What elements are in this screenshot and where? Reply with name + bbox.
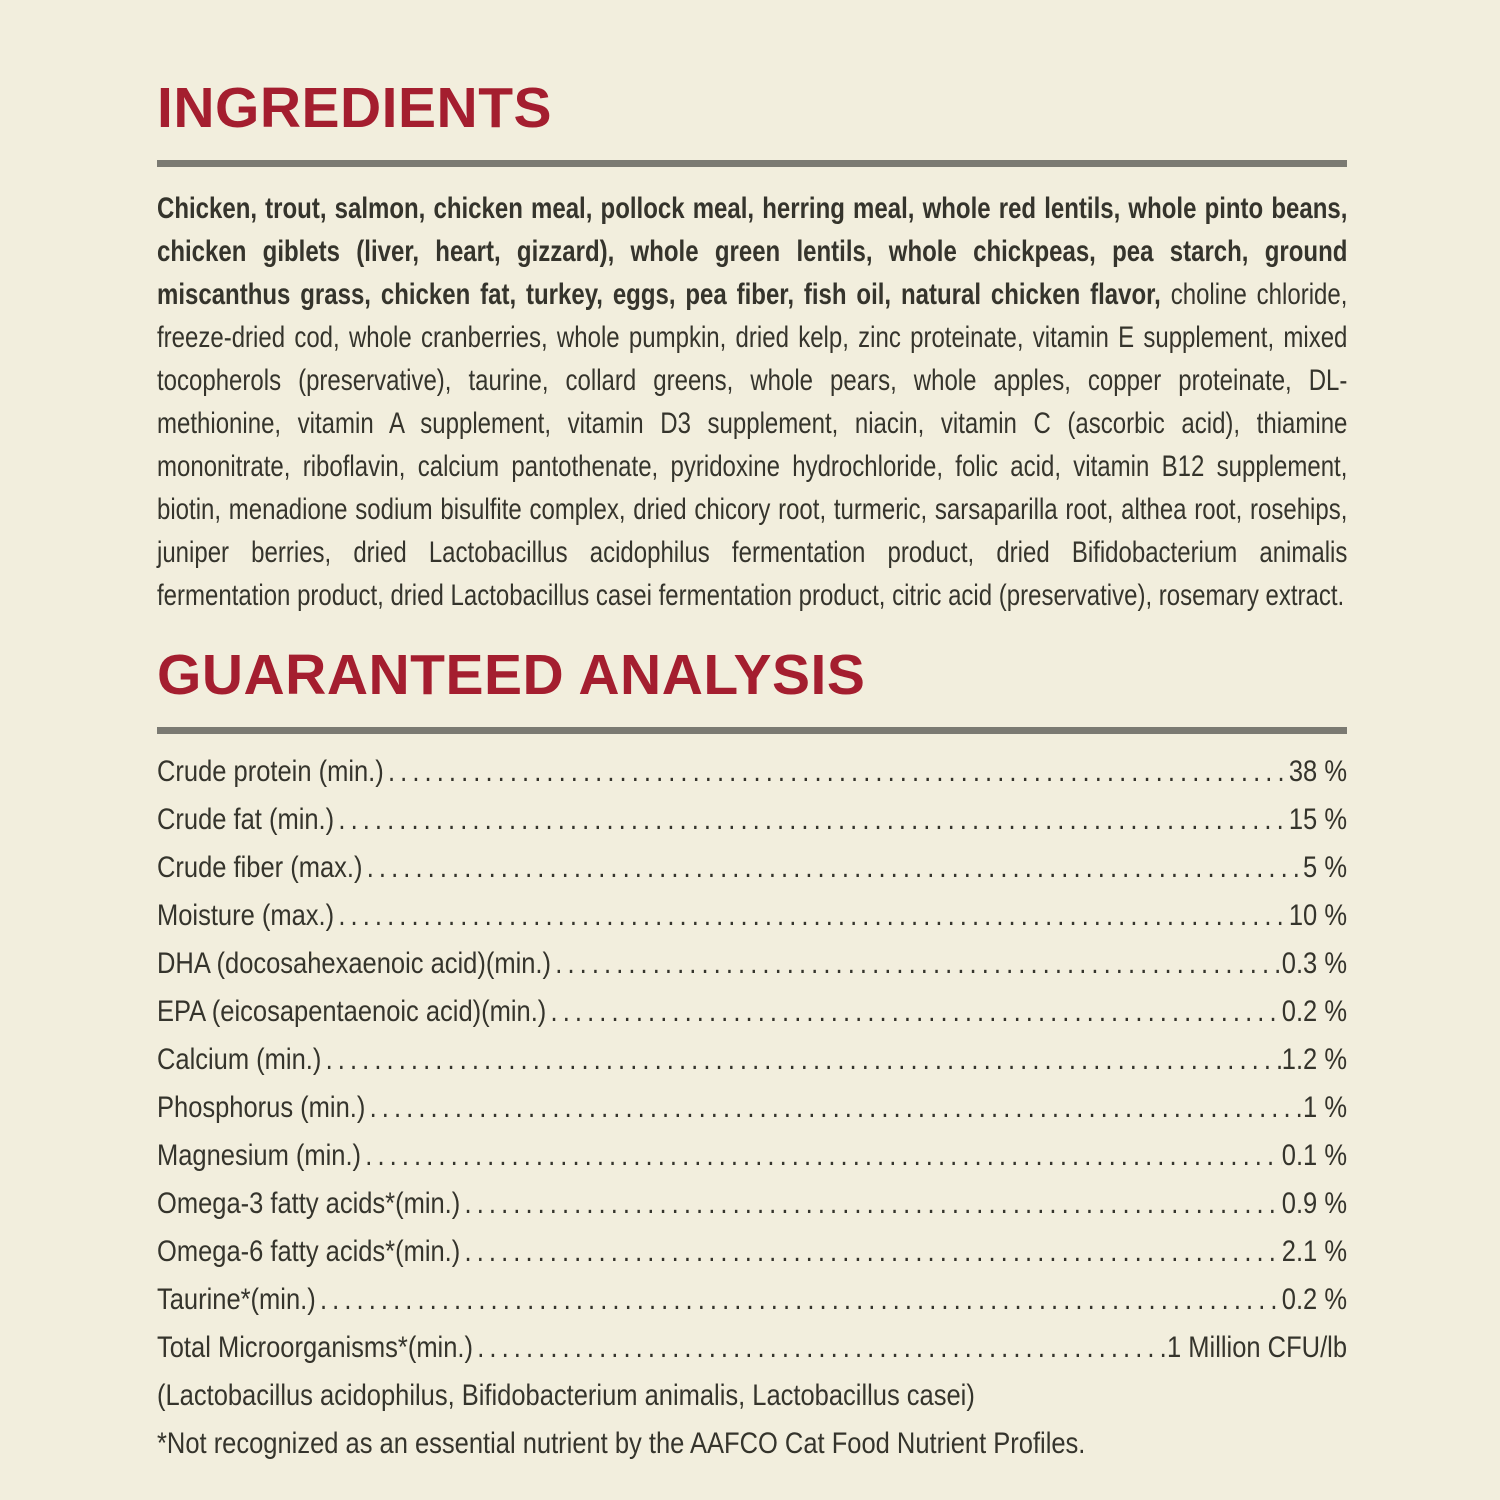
dotted-leader: [473, 1324, 1167, 1372]
guaranteed-analysis-section: [157, 748, 1347, 1468]
ingredients-paragraph: [157, 187, 1347, 617]
analysis-row-label: Total Microorganisms*(min.): [157, 1331, 473, 1364]
analysis-row: [157, 748, 1347, 796]
analysis-row-label: Taurine*(min.): [157, 1283, 316, 1316]
guaranteed-analysis-divider: [157, 727, 1347, 734]
analysis-row-value: 0.2 %: [1281, 1283, 1347, 1316]
analysis-row-value: 38 %: [1288, 755, 1347, 788]
analysis-row-value: 15 %: [1288, 803, 1347, 836]
dotted-leader: [365, 1084, 1303, 1132]
analysis-row: [157, 892, 1347, 940]
analysis-row: [157, 1180, 1347, 1228]
dotted-leader: [361, 1132, 1282, 1180]
analysis-row-label: Moisture (max.): [157, 899, 335, 932]
analysis-row-value: 0.1 %: [1281, 1139, 1347, 1172]
dotted-leader: [384, 748, 1289, 796]
analysis-row-label: Omega-6 fatty acids*(min.): [157, 1235, 461, 1268]
analysis-row: [157, 1084, 1347, 1132]
ingredients-divider: [157, 160, 1347, 167]
analysis-row-label: Omega-3 fatty acids*(min.): [157, 1187, 461, 1220]
dotted-leader: [316, 1276, 1282, 1324]
analysis-row-label: DHA (docosahexaenoic acid)(min.): [157, 947, 552, 980]
analysis-row-value: 0.3 %: [1281, 947, 1347, 980]
aafco-footnote: *Not recognized as an essential nutrient by the AAFCO Cat Food Nutrient Profiles.: [157, 1427, 1086, 1460]
analysis-row-label: Crude fat (min.): [157, 803, 335, 836]
guaranteed-analysis-table: [157, 748, 1347, 1372]
guaranteed-analysis-heading: GUARANTEED ANALYSIS: [157, 643, 866, 707]
analysis-row: [157, 844, 1347, 892]
analysis-row-value: 1 Million CFU/lb: [1167, 1331, 1347, 1364]
dotted-leader: [362, 844, 1303, 892]
analysis-row-value: 0.2 %: [1281, 995, 1347, 1028]
analysis-row-value: 0.9 %: [1281, 1187, 1347, 1220]
analysis-row: [157, 1324, 1347, 1372]
analysis-row-label: Crude fiber (max.): [157, 851, 363, 884]
dotted-leader: [460, 1228, 1282, 1276]
ingredients-primary-text: Chicken, trout, salmon, chicken meal, pollock meal, herring meal, whole red lentils, whole pinto beans, chicken giblets (liver, heart, gizzard), whole green lentils, whole chickpeas, pea starch, ground miscanthus grass, chicken fat, turkey, eggs, pea fiber, fish oil, natural chicken flavor,: [157, 192, 1348, 311]
analysis-row-label: Magnesium (min.): [157, 1139, 362, 1172]
ingredients-heading: INGREDIENTS: [157, 76, 553, 140]
analysis-row-value: 1.2 %: [1281, 1043, 1347, 1076]
analysis-row: [157, 988, 1347, 1036]
analysis-row-label: Crude protein (min.): [157, 755, 384, 788]
analysis-row: [157, 1228, 1347, 1276]
analysis-row-value: 1 %: [1303, 1091, 1347, 1124]
microorganisms-note: (Lactobacillus acidophilus, Bifidobacterium animalis, Lactobacillus casei): [157, 1379, 975, 1412]
analysis-row: [157, 796, 1347, 844]
analysis-row-value: 2.1 %: [1281, 1235, 1347, 1268]
analysis-row-label: Phosphorus (min.): [157, 1091, 366, 1124]
analysis-row-label: Calcium (min.): [157, 1043, 322, 1076]
dotted-leader: [546, 988, 1281, 1036]
analysis-row: [157, 1132, 1347, 1180]
analysis-row: [157, 940, 1347, 988]
dotted-leader: [334, 796, 1289, 844]
analysis-row-value: 5 %: [1303, 851, 1347, 884]
dotted-leader: [551, 940, 1282, 988]
ingredients-secondary-text: choline chloride, freeze-dried cod, whole cranberries, whole pumpkin, dried kelp, zinc proteinate, vitamin E supplement, mixed tocopherols (preservative), taurine, collard greens, whole pears, whole apples, copper proteinate, DL-methionine, vitamin A supplement, vitamin D3 supplement, niacin, vitamin C (ascorbic acid), thiamine mononitrate, riboflavin, calcium pantothenate, pyridoxine hydrochloride, folic acid, vitamin B12 supplement, biotin, menadione sodium bisulfite complex, dried chicory root, turmeric, sarsaparilla root, althea root, rosehips, juniper berries, dried Lactobacillus acidophilus fermentation product, dried Bifidobacterium animalis fermentation product, dried Lactobacillus casei fermentation product, citric acid (preservative), rosemary extract.: [157, 278, 1348, 612]
analysis-row-label: EPA (eicosapentaenoic acid)(min.): [157, 995, 547, 1028]
dotted-leader: [321, 1036, 1281, 1084]
analysis-row: [157, 1036, 1347, 1084]
dotted-leader: [460, 1180, 1282, 1228]
analysis-row: [157, 1276, 1347, 1324]
dotted-leader: [334, 892, 1289, 940]
analysis-row-value: 10 %: [1288, 899, 1347, 932]
